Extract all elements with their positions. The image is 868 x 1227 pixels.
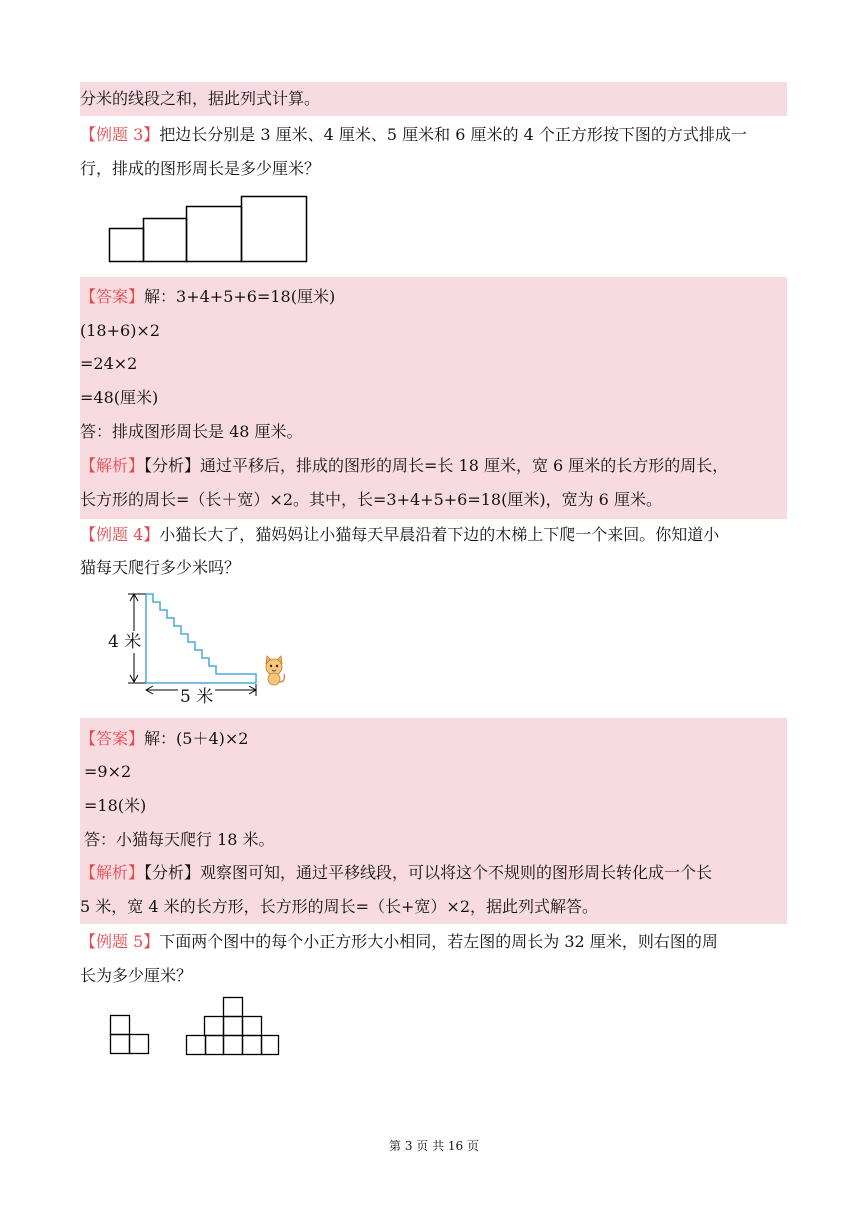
answer-tag: 【答案】 xyxy=(80,729,145,748)
figure-four-squares xyxy=(105,192,311,266)
example-3-answer-4: =48(厘米) xyxy=(80,388,159,407)
example-3-analysis-2: 长方形的周长=（长＋宽）×2。其中，长=3+4+5+6=18(厘米)，宽为 6 厘米。 xyxy=(80,490,662,509)
example-3-question-line-1: 【例题 3】把边长分别是 3 厘米、4 厘米、5 厘米和 6 厘米的 4 个正方形按下图的方式排成一 xyxy=(80,125,747,144)
example-3-tag: 【例题 3】 xyxy=(80,125,160,144)
answer-tag: 【答案】 xyxy=(80,287,145,306)
page-footer: 第 3 页 共 16 页 xyxy=(389,1139,479,1153)
example-3-answer-5: 答：排成图形周长是 48 厘米。 xyxy=(80,422,303,441)
example-5-question-line-1: 【例题 5】下面两个图中的每个小正方形大小相同，若左图的周长为 32 厘米，则右图的周 xyxy=(80,932,718,951)
example-4-answer-2: =9×2 xyxy=(84,762,132,781)
example-3-analysis-1: 【解析】【分析】通过平移后，排成的图形的周长=长 18 厘米，宽 6 厘米的长方形的周长， xyxy=(80,456,729,475)
figure-left-squares xyxy=(108,1013,152,1057)
example-5-question-line-2: 长为多少厘米？ xyxy=(80,966,193,985)
example-4-question-line-2: 猫每天爬行多少米吗？ xyxy=(80,558,241,577)
example-4-answer-1: 【答案】解：(5＋4)×2 xyxy=(80,729,249,748)
analysis-tag: 【解析】 xyxy=(80,863,145,882)
figure-right-squares xyxy=(184,995,282,1057)
example-4-analysis-1: 【解析】【分析】观察图可知，通过平移线段，可以将这个不规则的图形周长转化成一个长 xyxy=(80,863,713,882)
cat-icon xyxy=(266,656,284,685)
example-4-answer-4: 答：小猫每天爬行 18 米。 xyxy=(84,830,275,849)
example-3-answer-2: (18+6)×2 xyxy=(80,321,161,340)
example-4-answer-3: =18(米) xyxy=(84,796,147,815)
example-3-answer-1: 【答案】解：3+4+5+6=18(厘米) xyxy=(80,287,336,306)
example-4-tag: 【例题 4】 xyxy=(80,525,160,544)
example-5-tag: 【例题 5】 xyxy=(80,932,160,951)
analysis-tag: 【解析】 xyxy=(80,456,145,475)
example-3-question-line-2: 行，排成的图形周长是多少厘米？ xyxy=(80,159,321,178)
intro-tail: 分米的线段之和，据此列式计算。 xyxy=(80,89,321,108)
example-4-question-line-1: 【例题 4】小猫长大了，猫妈妈让小猫每天早晨沿着下边的木梯上下爬一个来回。你知道小 xyxy=(80,525,720,544)
example-4-analysis-2: 5 米，宽 4 米的长方形，长方形的周长=（长+宽）×2，据此列式解答。 xyxy=(80,897,599,916)
figure-width-label: 5 米 xyxy=(180,687,214,707)
example-3-answer-3: =24×2 xyxy=(80,354,138,373)
figure-height-label: 4 米 xyxy=(108,632,142,652)
highlight-answer-3 xyxy=(80,277,787,519)
